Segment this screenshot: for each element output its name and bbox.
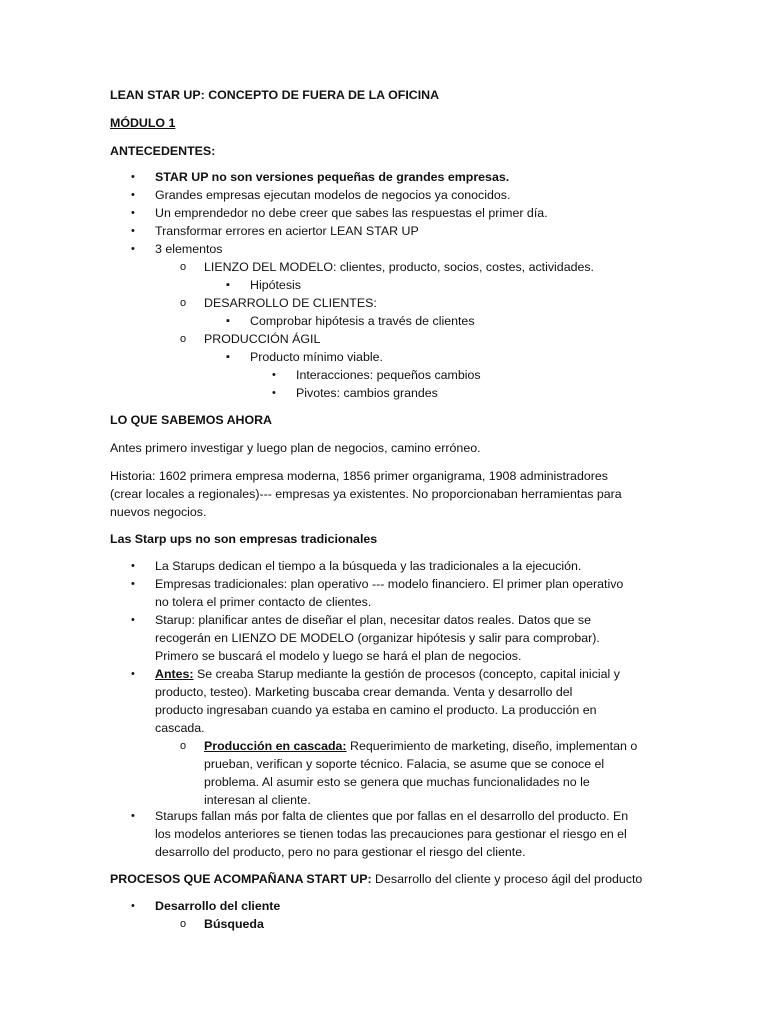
historia-line: (crear locales a regionales)--- empresas ya existentes. No proporcionaban herramientas para — [110, 487, 622, 501]
circle-marker: o — [180, 740, 187, 752]
module-heading: MÓDULO 1 — [110, 116, 176, 130]
historia-line: Historia: 1602 primera empresa moderna, 1856 primer organigrama, 1908 administradores — [110, 469, 608, 483]
procesos-heading: PROCESOS QUE ACOMPAÑANA START UP: — [110, 872, 372, 886]
bullet-marker: • — [272, 369, 276, 381]
document-title: LEAN STAR UP: CONCEPTO DE FUERA DE LA OFICINA — [110, 88, 440, 102]
bullet-marker: • — [131, 900, 135, 912]
bullet-marker: • — [131, 810, 135, 822]
square-marker: ▪ — [226, 279, 230, 291]
bullet-marker: • — [272, 387, 276, 399]
ahora-heading: LO QUE SABEMOS AHORA — [110, 413, 273, 427]
bullet-marker: • — [131, 225, 135, 237]
square-marker: ▪ — [226, 315, 230, 327]
ahora-paragraph: Antes primero investigar y luego plan de negocios, camino erróneo. — [110, 441, 481, 455]
bullet-marker: • — [131, 189, 135, 201]
procesos-line: PROCESOS QUE ACOMPAÑANA START UP: Desarrollo del cliente y proceso ágil del producto — [110, 872, 643, 886]
antes-label: Antes: — [155, 667, 194, 681]
bullet-marker: • — [131, 668, 135, 680]
bullet-marker: • — [131, 207, 135, 219]
historia-line: nuevos negocios. — [110, 505, 207, 519]
starups-heading: Las Starp ups no son empresas tradicionales — [110, 532, 378, 546]
bullet-marker: • — [131, 578, 135, 590]
circle-marker: o — [180, 297, 187, 309]
bullet-marker: • — [131, 243, 135, 255]
circle-marker: o — [180, 918, 187, 930]
circle-marker: o — [180, 333, 187, 345]
bullet-marker: • — [131, 614, 135, 626]
antecedentes-heading: ANTECEDENTES: — [110, 144, 216, 158]
bullet-marker: • — [131, 560, 135, 572]
cascada-label: Producción en cascada: — [204, 739, 347, 753]
circle-marker: o — [180, 261, 187, 273]
square-marker: ▪ — [226, 351, 230, 363]
document-page: LEAN STAR UP: CONCEPTO DE FUERA DE LA OFICINA MÓDULO 1 ANTECEDENTES: • STAR UP no son versiones pequeñas de grandes empresas. • Grandes empresas ejecutan modelos de negocios ya conocidos. • Un emprendedor no debe creer que sabes las respuestas el primer día. • Transformar errores en aciertor LEAN STAR UP • 3 elementos o LIENZO DEL MODELO: clientes, producto, socios, costes, actividades. ▪ Hipótesis o DESARROLLO DE CLIENTES: ▪ Comprobar hipótesis a través de clientes o PRODUCCIÓN ÁGIL ▪ Producto mínimo viable. • Interacciones: pequeños cambios • Pivotes: cambios grandes LO QUE SABEMOS AHORA Antes primero investigar y luego plan de negocios, camino erróneo. Historia: 1602 primera empresa moderna, 1856 primer organigrama, 1908 administradores (crear locales a regionales)--- empresas ya existentes. No proporcionaban herramientas para nuevos negocios. Las Starp ups no son empresas tradicionales • La Starups dedican el tiempo a la búsqueda y las tradicionales a la ejecución. • Empresas tradicionales: plan operativo --- modelo financiero. El primer plan operativo no tolera el primer contacto de clientes. • Starup: planificar antes de diseñar el plan, necesitar datos reales. Datos que se recogerán en LIENZO DE MODELO (organizar hipótesis y salir para comprobar). Primero se buscará el modelo y luego se hará el plan de negocios. • Antes: Se creaba Starup mediante la gestión de procesos (concepto, capital inicial y producto, testeo). Marketing buscaba crear demanda. Venta y desarrollo del producto ingresaban cuando ya estaba en camino el producto. La producción en cascada. o Producción en cascada: Requerimiento de marketing, diseño, implementan o prueban, verifican y soporte técnico. Falacia, se asume que se conoce el problema. Al asumir esto se genera que muchas funcionalidades no le interesan al cliente. • Starups fallan más por falta de clientes que por fallas en el desarrollo del producto. En los modelos anteriores se tienen todas las precauciones para gestionar el riesgo en el desarrollo del producto, pero no para gestionar el riesgo del cliente. PROCESOS QUE ACOMPAÑANA START UP: Desarrollo del cliente y proceso ágil del producto • Desarrollo del cliente o Búsqueda — [0, 0, 768, 1024]
bullet-marker: • — [131, 171, 135, 183]
